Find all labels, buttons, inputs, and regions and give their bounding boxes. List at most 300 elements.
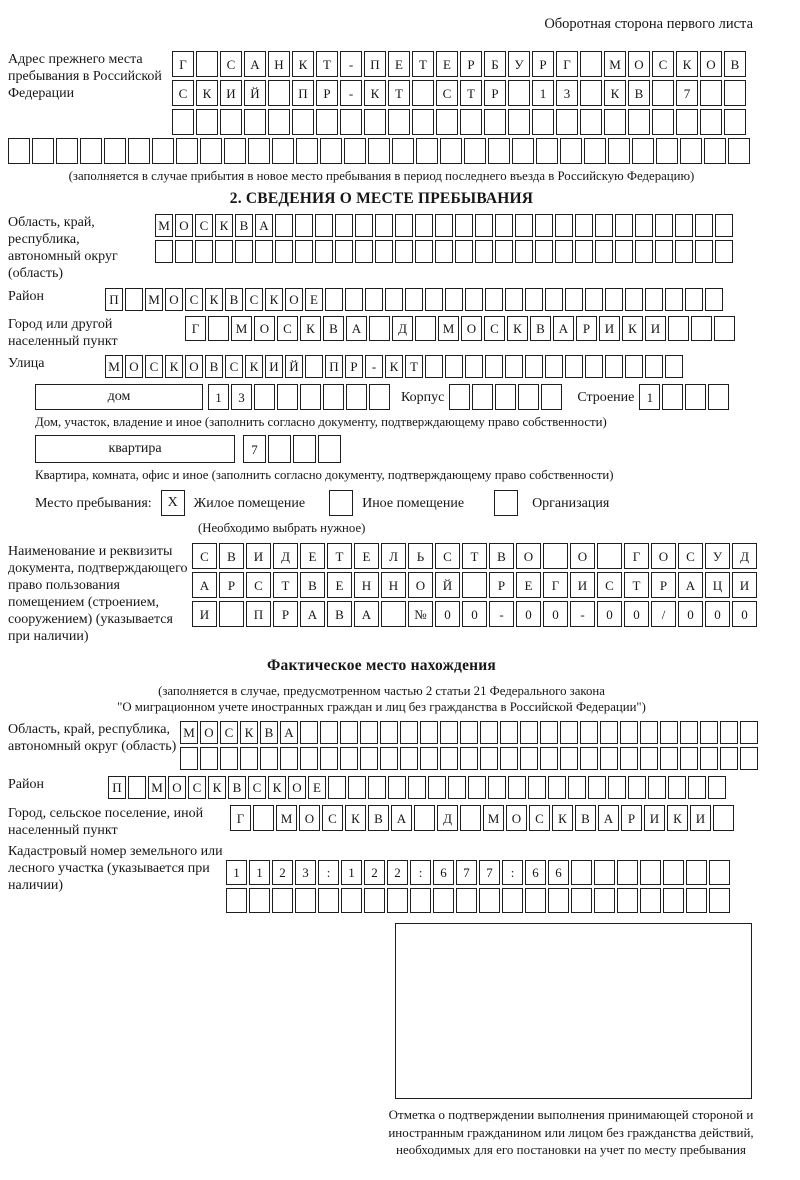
- char-cell[interactable]: С: [277, 316, 298, 341]
- char-cell[interactable]: [628, 776, 646, 799]
- char-cell[interactable]: -: [489, 601, 514, 627]
- char-cell[interactable]: [615, 240, 633, 263]
- char-cell[interactable]: [680, 721, 698, 744]
- char-cell[interactable]: [275, 240, 293, 263]
- char-cell[interactable]: [440, 747, 458, 770]
- char-cell[interactable]: У: [508, 51, 530, 77]
- char-cell[interactable]: [400, 721, 418, 744]
- char-cell[interactable]: [541, 384, 562, 410]
- char-cell[interactable]: [449, 384, 470, 410]
- char-cell[interactable]: К: [676, 51, 698, 77]
- char-cell[interactable]: Е: [354, 543, 379, 569]
- char-cell[interactable]: [244, 109, 266, 135]
- char-cell[interactable]: А: [346, 316, 367, 341]
- char-cell[interactable]: В: [724, 51, 746, 77]
- char-cell[interactable]: [680, 747, 698, 770]
- char-cell[interactable]: [465, 288, 483, 311]
- char-cell[interactable]: С: [220, 721, 238, 744]
- char-cell[interactable]: [688, 776, 706, 799]
- char-cell[interactable]: 3: [295, 860, 316, 885]
- char-cell[interactable]: [460, 747, 478, 770]
- char-cell[interactable]: В: [323, 316, 344, 341]
- char-cell[interactable]: [655, 214, 673, 237]
- char-cell[interactable]: В: [628, 80, 650, 106]
- char-cell[interactable]: 0: [597, 601, 622, 627]
- char-cell[interactable]: [588, 776, 606, 799]
- char-cell[interactable]: 2: [364, 860, 385, 885]
- char-cell[interactable]: 0: [732, 601, 757, 627]
- char-cell[interactable]: [295, 240, 313, 263]
- char-cell[interactable]: [605, 355, 623, 378]
- char-cell[interactable]: [620, 747, 638, 770]
- char-cell[interactable]: Т: [405, 355, 423, 378]
- char-cell[interactable]: П: [292, 80, 314, 106]
- char-cell[interactable]: [448, 776, 466, 799]
- char-cell[interactable]: О: [185, 355, 203, 378]
- char-cell[interactable]: [560, 747, 578, 770]
- char-cell[interactable]: А: [678, 572, 703, 598]
- char-cell[interactable]: [660, 721, 678, 744]
- char-cell[interactable]: О: [285, 288, 303, 311]
- char-cell[interactable]: К: [265, 288, 283, 311]
- char-cell[interactable]: [235, 240, 253, 263]
- char-cell[interactable]: 0: [678, 601, 703, 627]
- char-cell[interactable]: [584, 138, 606, 164]
- char-cell[interactable]: В: [225, 288, 243, 311]
- char-cell[interactable]: [335, 240, 353, 263]
- char-cell[interactable]: [219, 601, 244, 627]
- char-cell[interactable]: [709, 860, 730, 885]
- char-cell[interactable]: [663, 860, 684, 885]
- char-cell[interactable]: [380, 747, 398, 770]
- char-cell[interactable]: [392, 138, 414, 164]
- char-cell[interactable]: [240, 747, 258, 770]
- char-cell[interactable]: [345, 288, 363, 311]
- char-cell[interactable]: [152, 138, 174, 164]
- char-cell[interactable]: Е: [436, 51, 458, 77]
- char-cell[interactable]: №: [408, 601, 433, 627]
- char-cell[interactable]: А: [280, 721, 298, 744]
- char-cell[interactable]: В: [489, 543, 514, 569]
- char-cell[interactable]: [580, 109, 602, 135]
- char-cell[interactable]: Д: [392, 316, 413, 341]
- char-cell[interactable]: В: [368, 805, 389, 831]
- char-cell[interactable]: И: [246, 543, 271, 569]
- char-cell[interactable]: 0: [462, 601, 487, 627]
- char-cell[interactable]: [615, 214, 633, 237]
- char-cell[interactable]: 6: [525, 860, 546, 885]
- char-cell[interactable]: [625, 355, 643, 378]
- char-cell[interactable]: С: [435, 543, 460, 569]
- char-cell[interactable]: А: [244, 51, 266, 77]
- char-cell[interactable]: [695, 214, 713, 237]
- char-cell[interactable]: [318, 888, 339, 913]
- char-cell[interactable]: М: [155, 214, 173, 237]
- char-cell[interactable]: [360, 721, 378, 744]
- char-cell[interactable]: А: [354, 601, 379, 627]
- char-cell[interactable]: [724, 80, 746, 106]
- char-cell[interactable]: [300, 721, 318, 744]
- char-cell[interactable]: [433, 888, 454, 913]
- char-cell[interactable]: Т: [412, 51, 434, 77]
- char-cell[interactable]: И: [220, 80, 242, 106]
- char-cell[interactable]: [455, 214, 473, 237]
- char-cell[interactable]: 0: [516, 601, 541, 627]
- char-cell[interactable]: П: [246, 601, 271, 627]
- char-cell[interactable]: Л: [381, 543, 406, 569]
- char-cell[interactable]: [740, 721, 758, 744]
- char-cell[interactable]: С: [678, 543, 703, 569]
- char-cell[interactable]: В: [530, 316, 551, 341]
- char-cell[interactable]: [475, 214, 493, 237]
- char-cell[interactable]: [200, 747, 218, 770]
- char-cell[interactable]: В: [228, 776, 246, 799]
- char-cell[interactable]: [465, 355, 483, 378]
- char-cell[interactable]: Т: [327, 543, 352, 569]
- char-cell[interactable]: -: [340, 51, 362, 77]
- char-cell[interactable]: Р: [345, 355, 363, 378]
- char-cell[interactable]: :: [318, 860, 339, 885]
- char-cell[interactable]: [200, 138, 222, 164]
- char-cell[interactable]: Д: [273, 543, 298, 569]
- char-cell[interactable]: П: [105, 288, 123, 311]
- char-cell[interactable]: К: [364, 80, 386, 106]
- char-cell[interactable]: 1: [532, 80, 554, 106]
- char-cell[interactable]: Т: [388, 80, 410, 106]
- char-cell[interactable]: [480, 747, 498, 770]
- char-cell[interactable]: [460, 805, 481, 831]
- char-cell[interactable]: [713, 805, 734, 831]
- char-cell[interactable]: [260, 747, 278, 770]
- char-cell[interactable]: [388, 776, 406, 799]
- char-cell[interactable]: 6: [548, 860, 569, 885]
- char-cell[interactable]: О: [516, 543, 541, 569]
- char-cell[interactable]: [585, 288, 603, 311]
- char-cell[interactable]: [480, 721, 498, 744]
- char-cell[interactable]: 6: [433, 860, 454, 885]
- char-cell[interactable]: [254, 384, 275, 410]
- char-cell[interactable]: [724, 109, 746, 135]
- char-cell[interactable]: [708, 776, 726, 799]
- char-cell[interactable]: О: [651, 543, 676, 569]
- char-cell[interactable]: [714, 316, 735, 341]
- char-cell[interactable]: [414, 805, 435, 831]
- char-cell[interactable]: [420, 747, 438, 770]
- char-cell[interactable]: [296, 138, 318, 164]
- char-cell[interactable]: [575, 240, 593, 263]
- char-cell[interactable]: И: [644, 805, 665, 831]
- char-cell[interactable]: [676, 109, 698, 135]
- char-cell[interactable]: Г: [230, 805, 251, 831]
- char-cell[interactable]: К: [345, 805, 366, 831]
- char-cell[interactable]: А: [255, 214, 273, 237]
- char-cell[interactable]: [568, 776, 586, 799]
- char-cell[interactable]: 3: [231, 384, 252, 410]
- char-cell[interactable]: [335, 214, 353, 237]
- char-cell[interactable]: И: [732, 572, 757, 598]
- char-cell[interactable]: [369, 384, 390, 410]
- char-cell[interactable]: С: [172, 80, 194, 106]
- char-cell[interactable]: [525, 288, 543, 311]
- char-cell[interactable]: [665, 288, 683, 311]
- char-cell[interactable]: [368, 138, 390, 164]
- char-cell[interactable]: О: [254, 316, 275, 341]
- char-cell[interactable]: 0: [543, 601, 568, 627]
- char-cell[interactable]: [597, 543, 622, 569]
- char-cell[interactable]: [348, 776, 366, 799]
- char-cell[interactable]: [708, 384, 729, 410]
- char-cell[interactable]: [604, 109, 626, 135]
- char-cell[interactable]: [224, 138, 246, 164]
- char-cell[interactable]: С: [192, 543, 217, 569]
- char-cell[interactable]: [645, 355, 663, 378]
- char-cell[interactable]: [268, 435, 291, 463]
- char-cell[interactable]: [180, 747, 198, 770]
- char-cell[interactable]: [720, 747, 738, 770]
- char-cell[interactable]: [320, 138, 342, 164]
- char-cell[interactable]: [175, 240, 193, 263]
- char-cell[interactable]: [295, 888, 316, 913]
- char-cell[interactable]: [635, 240, 653, 263]
- char-cell[interactable]: [715, 240, 733, 263]
- char-cell[interactable]: [425, 288, 443, 311]
- char-cell[interactable]: [468, 776, 486, 799]
- char-cell[interactable]: [515, 214, 533, 237]
- char-cell[interactable]: [565, 288, 583, 311]
- char-cell[interactable]: [545, 355, 563, 378]
- char-cell[interactable]: 2: [272, 860, 293, 885]
- char-cell[interactable]: [460, 721, 478, 744]
- char-cell[interactable]: [415, 214, 433, 237]
- char-cell[interactable]: Г: [624, 543, 649, 569]
- char-cell[interactable]: [532, 109, 554, 135]
- char-cell[interactable]: :: [502, 860, 523, 885]
- char-cell[interactable]: [56, 138, 78, 164]
- char-cell[interactable]: [605, 288, 623, 311]
- char-cell[interactable]: [700, 109, 722, 135]
- char-cell[interactable]: [728, 138, 750, 164]
- char-cell[interactable]: Ь: [408, 543, 433, 569]
- char-cell[interactable]: [395, 240, 413, 263]
- char-cell[interactable]: [704, 138, 726, 164]
- char-cell[interactable]: :: [410, 860, 431, 885]
- char-cell[interactable]: С: [597, 572, 622, 598]
- char-cell[interactable]: [249, 888, 270, 913]
- char-cell[interactable]: П: [364, 51, 386, 77]
- char-cell[interactable]: [508, 776, 526, 799]
- char-cell[interactable]: Й: [244, 80, 266, 106]
- char-cell[interactable]: [176, 138, 198, 164]
- char-cell[interactable]: [360, 747, 378, 770]
- char-cell[interactable]: К: [240, 721, 258, 744]
- char-cell[interactable]: [385, 288, 403, 311]
- char-cell[interactable]: [505, 355, 523, 378]
- char-cell[interactable]: М: [438, 316, 459, 341]
- char-cell[interactable]: [435, 214, 453, 237]
- char-cell[interactable]: М: [105, 355, 123, 378]
- char-cell[interactable]: [691, 316, 712, 341]
- char-cell[interactable]: А: [391, 805, 412, 831]
- char-cell[interactable]: [445, 288, 463, 311]
- char-cell[interactable]: [640, 747, 658, 770]
- char-cell[interactable]: [640, 860, 661, 885]
- char-cell[interactable]: С: [188, 776, 206, 799]
- char-cell[interactable]: В: [260, 721, 278, 744]
- char-cell[interactable]: [300, 747, 318, 770]
- char-cell[interactable]: [364, 888, 385, 913]
- char-cell[interactable]: [535, 240, 553, 263]
- char-cell[interactable]: [488, 138, 510, 164]
- char-cell[interactable]: [668, 776, 686, 799]
- char-cell[interactable]: Д: [437, 805, 458, 831]
- char-cell[interactable]: [600, 747, 618, 770]
- char-cell[interactable]: [540, 721, 558, 744]
- char-cell[interactable]: К: [507, 316, 528, 341]
- char-cell[interactable]: В: [219, 543, 244, 569]
- char-cell[interactable]: [277, 384, 298, 410]
- char-cell[interactable]: С: [529, 805, 550, 831]
- char-cell[interactable]: [472, 384, 493, 410]
- char-cell[interactable]: [645, 288, 663, 311]
- char-cell[interactable]: Д: [732, 543, 757, 569]
- char-cell[interactable]: И: [265, 355, 283, 378]
- char-cell[interactable]: О: [628, 51, 650, 77]
- char-cell[interactable]: Н: [354, 572, 379, 598]
- char-cell[interactable]: [695, 240, 713, 263]
- char-cell[interactable]: [80, 138, 102, 164]
- char-cell[interactable]: В: [205, 355, 223, 378]
- char-cell[interactable]: К: [552, 805, 573, 831]
- char-cell[interactable]: [440, 138, 462, 164]
- char-cell[interactable]: [280, 747, 298, 770]
- char-cell[interactable]: 0: [624, 601, 649, 627]
- char-cell[interactable]: [656, 138, 678, 164]
- char-cell[interactable]: [485, 288, 503, 311]
- char-cell[interactable]: [525, 355, 543, 378]
- char-cell[interactable]: К: [165, 355, 183, 378]
- char-cell[interactable]: А: [598, 805, 619, 831]
- char-cell[interactable]: [617, 888, 638, 913]
- char-cell[interactable]: О: [125, 355, 143, 378]
- char-cell[interactable]: [364, 109, 386, 135]
- char-cell[interactable]: [580, 80, 602, 106]
- char-cell[interactable]: [300, 384, 321, 410]
- char-cell[interactable]: [648, 776, 666, 799]
- char-cell[interactable]: [436, 109, 458, 135]
- char-cell[interactable]: 0: [705, 601, 730, 627]
- char-cell[interactable]: [705, 288, 723, 311]
- char-cell[interactable]: Г: [556, 51, 578, 77]
- char-cell[interactable]: [518, 384, 539, 410]
- char-cell[interactable]: [128, 776, 146, 799]
- char-cell[interactable]: [196, 51, 218, 77]
- char-cell[interactable]: [32, 138, 54, 164]
- char-cell[interactable]: [548, 888, 569, 913]
- char-cell[interactable]: [594, 888, 615, 913]
- char-cell[interactable]: [328, 776, 346, 799]
- char-cell[interactable]: [440, 721, 458, 744]
- char-cell[interactable]: К: [604, 80, 626, 106]
- char-cell[interactable]: [495, 240, 513, 263]
- char-cell[interactable]: -: [365, 355, 383, 378]
- char-cell[interactable]: [608, 776, 626, 799]
- char-cell[interactable]: К: [292, 51, 314, 77]
- char-cell[interactable]: С: [322, 805, 343, 831]
- char-cell[interactable]: Б: [484, 51, 506, 77]
- char-cell[interactable]: [580, 51, 602, 77]
- char-cell[interactable]: [455, 240, 473, 263]
- char-cell[interactable]: [428, 776, 446, 799]
- char-cell[interactable]: [662, 384, 683, 410]
- char-cell[interactable]: М: [276, 805, 297, 831]
- char-cell[interactable]: [395, 214, 413, 237]
- char-cell[interactable]: [412, 80, 434, 106]
- char-cell[interactable]: [508, 109, 530, 135]
- char-cell[interactable]: [220, 747, 238, 770]
- char-cell[interactable]: А: [192, 572, 217, 598]
- char-cell[interactable]: [415, 316, 436, 341]
- char-cell[interactable]: [520, 721, 538, 744]
- char-cell[interactable]: [380, 721, 398, 744]
- char-cell[interactable]: [420, 721, 438, 744]
- char-cell[interactable]: Г: [172, 51, 194, 77]
- char-cell[interactable]: С: [246, 572, 271, 598]
- char-cell[interactable]: К: [196, 80, 218, 106]
- char-cell[interactable]: [318, 435, 341, 463]
- char-cell[interactable]: [675, 214, 693, 237]
- char-cell[interactable]: [600, 721, 618, 744]
- char-cell[interactable]: [292, 109, 314, 135]
- char-cell[interactable]: [594, 860, 615, 885]
- char-cell[interactable]: [571, 888, 592, 913]
- char-cell[interactable]: [340, 109, 362, 135]
- char-cell[interactable]: [525, 888, 546, 913]
- char-cell[interactable]: -: [570, 601, 595, 627]
- char-cell[interactable]: [528, 776, 546, 799]
- char-cell[interactable]: [128, 138, 150, 164]
- char-cell[interactable]: С: [195, 214, 213, 237]
- char-cell[interactable]: Р: [484, 80, 506, 106]
- char-cell[interactable]: К: [245, 355, 263, 378]
- char-cell[interactable]: [632, 138, 654, 164]
- char-cell[interactable]: М: [145, 288, 163, 311]
- char-cell[interactable]: Е: [388, 51, 410, 77]
- char-cell[interactable]: С: [248, 776, 266, 799]
- organization-checkbox[interactable]: [494, 490, 518, 516]
- char-cell[interactable]: [700, 747, 718, 770]
- char-cell[interactable]: 0: [435, 601, 460, 627]
- char-cell[interactable]: С: [225, 355, 243, 378]
- char-cell[interactable]: [462, 572, 487, 598]
- char-cell[interactable]: [500, 721, 518, 744]
- char-cell[interactable]: В: [575, 805, 596, 831]
- char-cell[interactable]: О: [168, 776, 186, 799]
- char-cell[interactable]: Р: [651, 572, 676, 598]
- char-cell[interactable]: [540, 747, 558, 770]
- char-cell[interactable]: 7: [456, 860, 477, 885]
- char-cell[interactable]: [515, 240, 533, 263]
- char-cell[interactable]: [456, 888, 477, 913]
- char-cell[interactable]: [226, 888, 247, 913]
- char-cell[interactable]: А: [300, 601, 325, 627]
- char-cell[interactable]: С: [436, 80, 458, 106]
- char-cell[interactable]: [388, 109, 410, 135]
- char-cell[interactable]: [571, 860, 592, 885]
- char-cell[interactable]: [320, 747, 338, 770]
- char-cell[interactable]: [272, 888, 293, 913]
- char-cell[interactable]: Г: [185, 316, 206, 341]
- char-cell[interactable]: [253, 805, 274, 831]
